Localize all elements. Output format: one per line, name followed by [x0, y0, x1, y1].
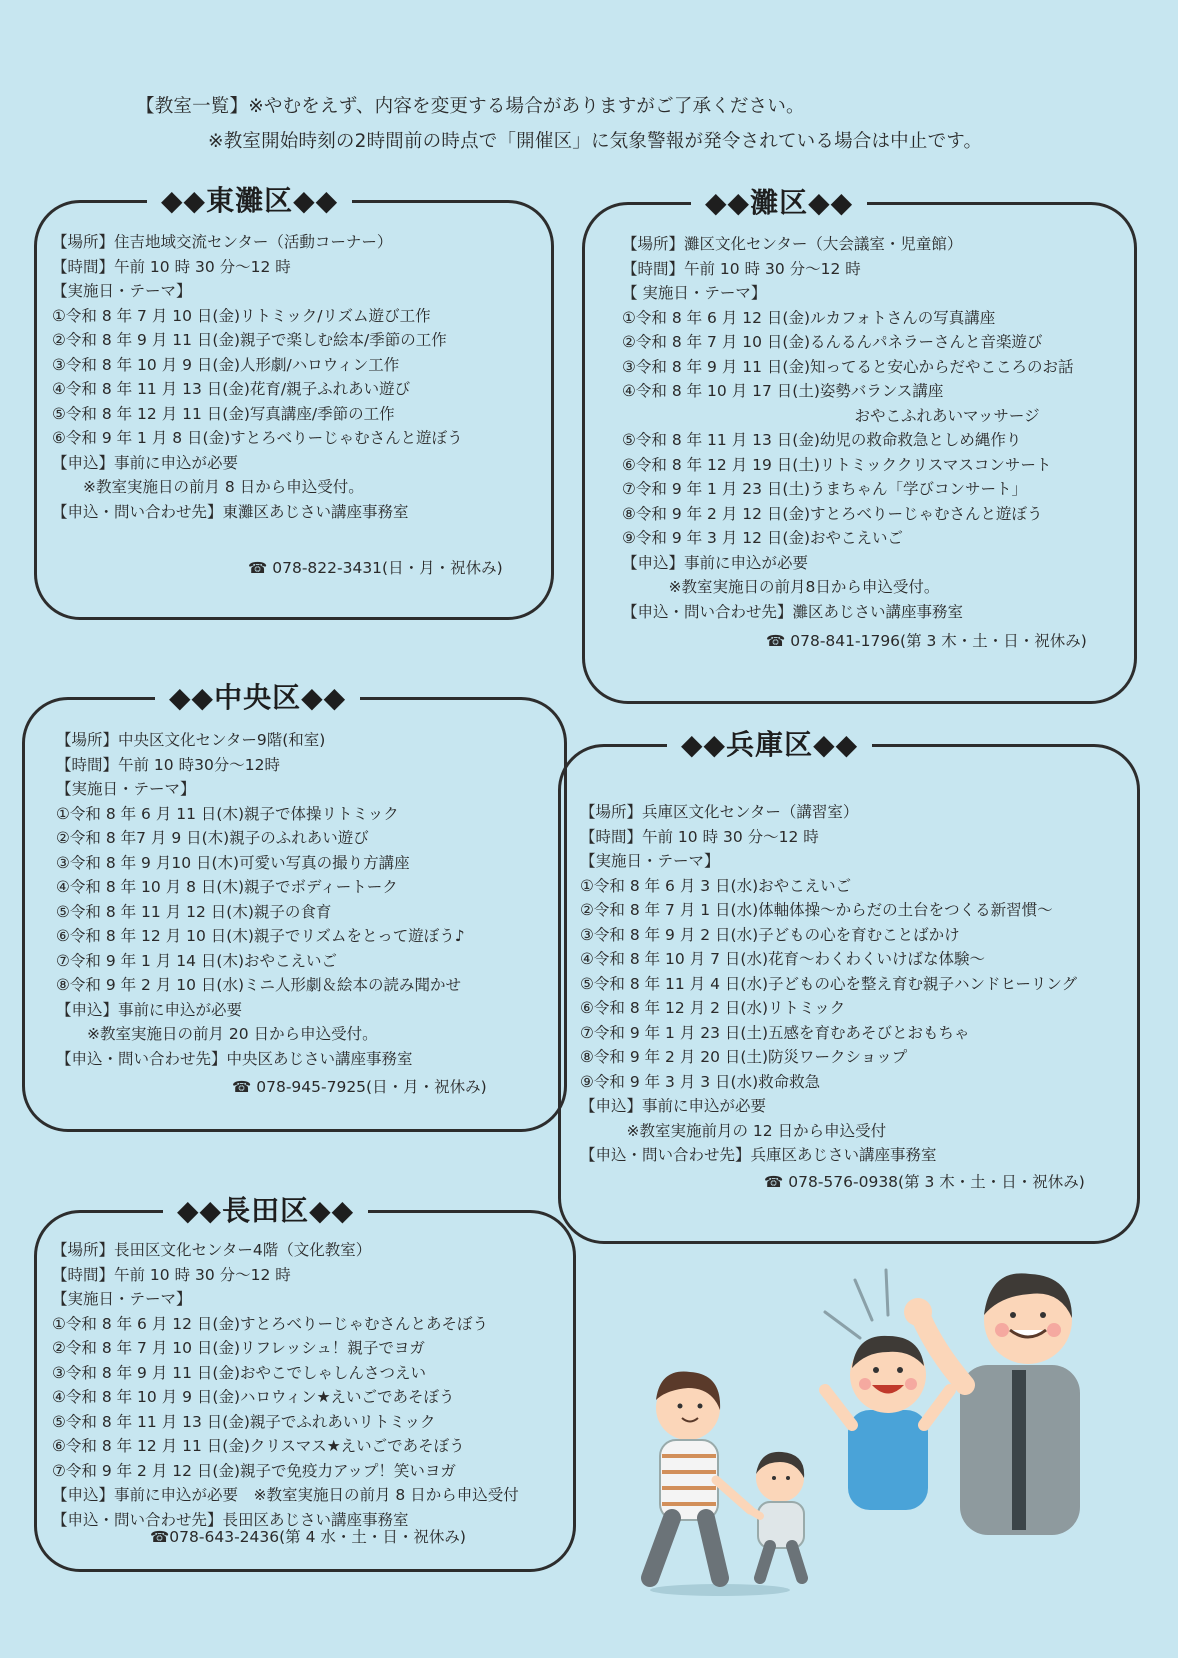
detail-line: ⑤令和 8 年 11 月 4 日(水)子どもの心を整え育む親子ハンドヒーリング	[580, 974, 1078, 993]
section-title: ◆◆長田区◆◆	[163, 1189, 368, 1233]
detail-line: 【 実施日・テーマ】	[622, 284, 767, 302]
section-title: ◆◆灘区◆◆	[691, 181, 867, 225]
detail-line: 【時間】午前 10 時30分～12時	[56, 755, 281, 774]
detail-line: ⑥令和 8 年 12 月 11 日(金)クリスマス★えいごであそぼう	[52, 1437, 465, 1455]
detail-line: ②令和 8 年7 月 9 日(木)親子のふれあい遊び	[56, 829, 369, 847]
detail-line: 【時間】午前 10 時 30 分～12 時	[52, 257, 291, 276]
section-details	[56, 728, 465, 1071]
detail-line: 【申込】事前に申込が必要	[52, 453, 239, 472]
family-illustration	[620, 1260, 1140, 1600]
detail-line: 【申込・問い合わせ先】中央区あじさい講座事務室	[56, 1049, 413, 1068]
section-title: ◆◆兵庫区◆◆	[667, 723, 872, 767]
father-figure-icon	[904, 1273, 1080, 1535]
detail-line: ⑥令和 8 年 12 月 19 日(土)リトミッククリスマスコンサート	[622, 455, 1052, 474]
detail-line: ②令和 8 年 7 月 1 日(水)体軸体操～からだの土台をつくる新習慣～	[580, 901, 1053, 919]
phone-number: ☎ 078-576-0938(第 3 木・土・日・祝休み)	[764, 1173, 1085, 1191]
detail-line: ④令和 8 年 10 月 9 日(金)ハロウィン★えいごであそぼう	[52, 1388, 455, 1406]
detail-line: ⑦令和 9 年 1 月 23 日(土)五感を育むあそびとおもちゃ	[580, 1023, 970, 1042]
detail-line: 【申込・問い合わせ先】兵庫区あじさい講座事務室	[580, 1146, 937, 1164]
detail-line: ⑨令和 9 年 3 月 3 日(水)救命救急	[580, 1072, 821, 1091]
mother-figure-icon	[650, 1372, 750, 1578]
detail-line: 【場所】兵庫区文化センター（講習室）	[580, 803, 859, 821]
detail-line: 【実施日・テーマ】	[580, 852, 720, 870]
detail-line: ⑦令和 9 年 1 月 14 日(木)おやこえいご	[56, 951, 337, 970]
detail-line: ⑤令和 8 年 11 月 13 日(金)親子でふれあいリトミック	[52, 1412, 436, 1431]
phone-number: ☎ 078-822-3431(日・月・祝休み)	[248, 559, 503, 577]
phone-number: ☎ 078-841-1796(第 3 木・土・日・祝休み)	[766, 632, 1087, 650]
section-details	[580, 800, 1077, 1168]
detail-line: ②令和 8 年 7 月 10 日(金)るんるんパネラーさんと音楽遊び	[622, 333, 1043, 351]
notice-text: 【教室一覧】※やむをえず、内容を変更する場合がありますがご了承ください。	[136, 96, 805, 117]
detail-line: ⑤令和 8 年 12 月 11 日(金)写真講座/季節の工作	[52, 404, 395, 423]
detail-line: 【場所】中央区文化センター9階(和室)	[56, 731, 326, 749]
detail-line: ④令和 8 年 10 月 17 日(土)姿勢バランス講座	[622, 382, 944, 400]
detail-line: 【場所】長田区文化センター4階（文化教室）	[52, 1241, 372, 1259]
detail-line: ⑥令和 9 年 1 月 8 日(金)すとろべりーじゃむさんと遊ぼう	[52, 429, 463, 447]
section-details	[622, 232, 1074, 624]
detail-line: 【時間】午前 10 時 30 分～12 時	[580, 827, 819, 846]
detail-line: ④令和 8 年 10 月 7 日(水)花育～わくわくいけばな体験～	[580, 950, 985, 968]
detail-line: 【申込】事前に申込が必要 ※教室実施日の前月 8 日から申込受付	[52, 1486, 519, 1504]
detail-line: ⑤令和 8 年 11 月 13 日(金)幼児の救命救急としめ縄作り	[622, 431, 1022, 449]
detail-line: ③令和 8 年 9 月 2 日(水)子どもの心を育むことばかけ	[580, 925, 960, 944]
detail-line: 【申込】事前に申込が必要	[622, 553, 809, 572]
detail-line: ①令和 8 年 7 月 10 日(金)リトミック/リズム遊び工作	[52, 306, 431, 325]
detail-line: ⑥令和 8 年 12 月 2 日(水)リトミック	[580, 999, 846, 1017]
detail-line: 【申込】事前に申込が必要	[580, 1097, 767, 1115]
detail-line: ①令和 8 年 6 月 12 日(金)ルカフォトさんの写真講座	[622, 308, 996, 327]
detail-line: ②令和 8 年 9 月 11 日(金)親子で楽しむ絵本/季節の工作	[52, 331, 447, 349]
detail-line: ⑧令和 9 年 2 月 10 日(水)ミニ人形劇＆絵本の読み聞かせ	[56, 976, 461, 994]
detail-line: 【場所】住吉地域交流センター（活動コーナー）	[52, 233, 393, 251]
phone-number: ☎078-643-2436(第 4 水・土・日・祝休み)	[150, 1528, 466, 1546]
detail-line: ※教室実施日の前月 8 日から申込受付。	[52, 478, 364, 496]
section-title: ◆◆中央区◆◆	[155, 676, 360, 720]
detail-line: ①令和 8 年 6 月 3 日(水)おやこえいご	[580, 876, 852, 895]
detail-line: ⑧令和 9 年 2 月 12 日(金)すとろべりーじゃむさんと遊ぼう	[622, 504, 1043, 523]
boy-figure-icon	[825, 1336, 950, 1510]
section-details	[52, 230, 463, 524]
detail-line: ※教室実施日の前月8日から申込受付。	[622, 578, 940, 596]
detail-line: ③令和 8 年 9 月 11 日(金)知ってると安心からだやこころのお話	[622, 357, 1074, 376]
section-title: ◆◆東灘区◆◆	[147, 179, 352, 223]
detail-line: おやこふれあいマッサージ	[622, 406, 1040, 425]
detail-line: 【場所】灘区文化センター（大会議室・児童館）	[622, 235, 963, 253]
phone-number: ☎ 078-945-7925(日・月・祝休み)	[232, 1078, 487, 1096]
section-details	[52, 1238, 519, 1532]
detail-line: ④令和 8 年 10 月 8 日(木)親子でボディートーク	[56, 878, 398, 896]
detail-line: ⑦令和 9 年 2 月 12 日(金)親子で免疫力アップ！笑いヨガ	[52, 1461, 456, 1480]
excitement-lines-icon	[825, 1270, 888, 1338]
detail-line: ①令和 8 年 6 月 12 日(金)すとろべりーじゃむさんとあそぼう	[52, 1314, 488, 1333]
detail-line: ⑧令和 9 年 2 月 20 日(土)防災ワークショップ	[580, 1048, 908, 1066]
detail-line: ③令和 8 年 10 月 9 日(金)人形劇/ハロウィン工作	[52, 355, 400, 374]
detail-line: ※教室実施日の前月 20 日から申込受付。	[56, 1025, 378, 1043]
detail-line: ③令和 8 年 9 月 11 日(金)おやこでしゃしんさつえい	[52, 1363, 426, 1382]
detail-line: ①令和 8 年 6 月 11 日(木)親子で体操リトミック	[56, 804, 399, 823]
detail-line: 【申込・問い合わせ先】長田区あじさい講座事務室	[52, 1510, 409, 1529]
detail-line: ④令和 8 年 11 月 13 日(金)花育/親子ふれあい遊び	[52, 380, 411, 398]
detail-line: ⑨令和 9 年 3 月 12 日(金)おやこえいご	[622, 529, 903, 547]
detail-line: 【時間】午前 10 時 30 分～12 時	[52, 1265, 291, 1284]
weather-warning-notice: ※教室開始時刻の2時間前の時点で「開催区」に気象警報が発令されている場合は中止です。	[208, 131, 983, 152]
detail-line: 【実施日・テーマ】	[52, 282, 192, 300]
detail-line: 【実施日・テーマ】	[52, 1290, 192, 1308]
detail-line: 【申込】事前に申込が必要	[56, 1000, 243, 1019]
detail-line: ⑦令和 9 年 1 月 23 日(土)うまちゃん「学びコンサート」	[622, 480, 1027, 498]
detail-line: 【申込・問い合わせ先】灘区あじさい講座事務室	[622, 602, 964, 621]
detail-line: 【申込・問い合わせ先】東灘区あじさい講座事務室	[52, 502, 409, 521]
detail-line: ⑤令和 8 年 11 月 12 日(木)親子の食育	[56, 902, 332, 921]
detail-line: 【実施日・テーマ】	[56, 780, 196, 798]
detail-line: ⑥令和 8 年 12 月 10 日(木)親子でリズムをとって遊ぼう♪	[56, 927, 465, 945]
detail-line: ※教室実施前月の 12 日から申込受付	[580, 1121, 887, 1140]
detail-line: ②令和 8 年 7 月 10 日(金)リフレッシュ！親子でヨガ	[52, 1339, 425, 1357]
detail-line: ③令和 8 年 9 月10 日(木)可愛い写真の撮り方講座	[56, 853, 410, 872]
detail-line: 【時間】午前 10 時 30 分～12 時	[622, 259, 861, 278]
child-figure-icon	[750, 1452, 804, 1578]
